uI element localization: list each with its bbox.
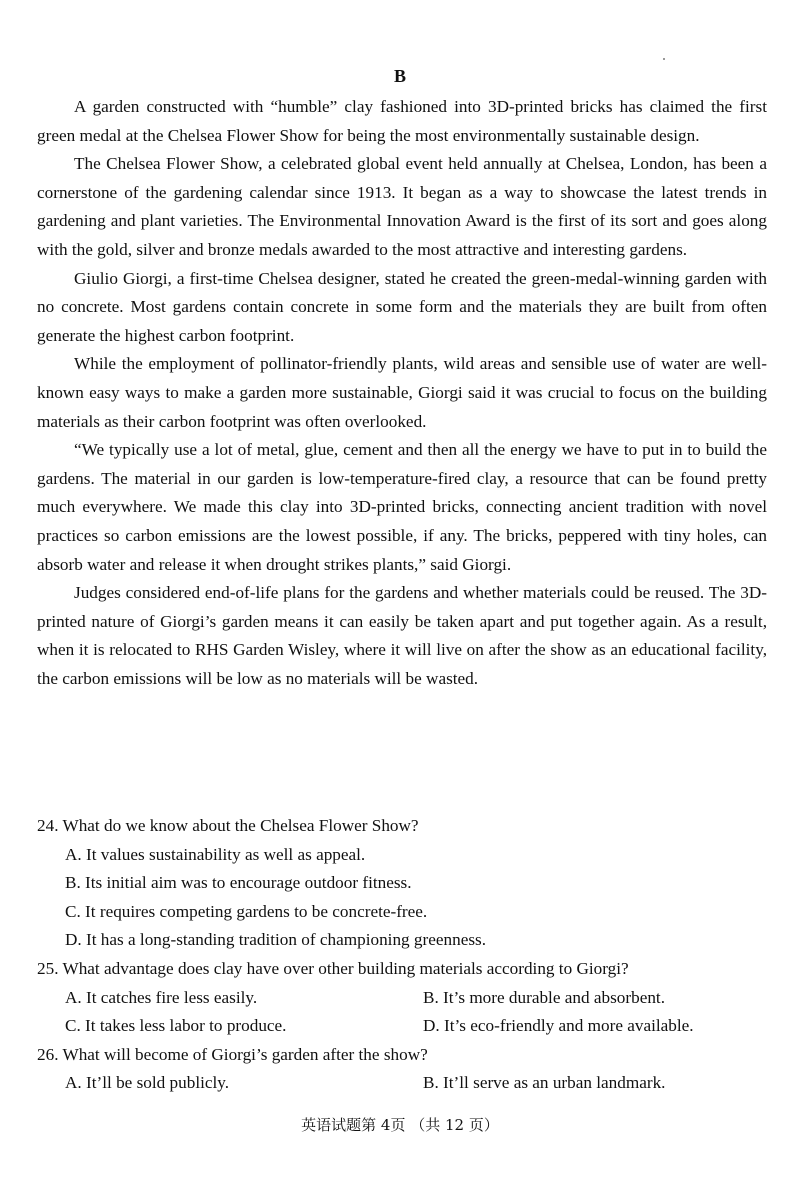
passage-paragraph: “We typically use a lot of metal, glue, cement and then all the energy we have to put in to build the gardens. The material in our garden is low-temperature-fired clay, a resource that can be found pretty much everywhere. We made this clay into 3D-printed bricks, connecting ancient tradition with novel practices so carbon emissions are the lowest possible, if any. The bricks, peppered with tiny holes, can absorb water and release it when drought strikes plants,” said Giorgi. xyxy=(37,440,767,574)
option-d: D. It’s eco-friendly and more available. xyxy=(423,1016,694,1036)
question-stem: 26. What will become of Giorgi’s garden after the show? xyxy=(37,1044,428,1064)
question-stem: 24. What do we know about the Chelsea Flower Show? xyxy=(37,816,419,835)
question-24 xyxy=(37,812,767,955)
passage-paragraph: Judges considered end-of-life plans for the gardens and whether materials could be reused. The 3D-printed nature of Giorgi’s garden means it can easily be taken apart and put together again. As a result, when it is relocated to RHS Garden Wisley, where it will live on after the show as an educational facility, the carbon emissions will be low as no materials will be wasted. xyxy=(37,583,767,688)
question-stem: 25. What advantage does clay have over other building materials according to Giorgi? xyxy=(37,958,629,978)
option-row xyxy=(37,1012,767,1041)
option-c: C. It requires competing gardens to be concrete-free. xyxy=(65,901,428,921)
option-d: D. It has a long-standing tradition of championing greenness. xyxy=(65,930,487,950)
option-a: A. It catches fire less easily. xyxy=(65,987,258,1007)
page-footer: 英语试题第 4页 （共 12 页） xyxy=(301,1116,499,1134)
reading-passage xyxy=(37,93,767,693)
option-c: C. It takes less labor to produce. xyxy=(65,1016,287,1036)
passage-paragraph: Giulio Giorgi, a first-time Chelsea designer, stated he created the green-medal-winning garden with no concrete. Most gardens contain concrete in some form and the materials they are built from often generate the highest carbon footprint. xyxy=(37,268,767,345)
passage-paragraph: While the employment of pollinator-friendly plants, wild areas and sensible use of water are well-known easy ways to make a garden more sustainable, Giorgi said it was crucial to focus on the building materials as their carbon footprint was often overlooked. xyxy=(37,354,767,431)
passage-paragraph: A garden constructed with “humble” clay fashioned into 3D-printed bricks has claimed the first green medal at the Chelsea Flower Show for being the most environmentally sustainable design. xyxy=(37,97,767,145)
option-b: B. Its initial aim was to encourage outdoor fitness. xyxy=(65,873,412,893)
option-a: A. It’ll be sold publicly. xyxy=(65,1073,230,1093)
scan-speck xyxy=(663,58,665,60)
question-25 xyxy=(37,955,767,1041)
option-a: A. It values sustainability as well as appeal. xyxy=(65,844,366,864)
option-b: B. It’ll serve as an urban landmark. xyxy=(423,1073,666,1093)
section-title: B xyxy=(393,66,406,86)
option-row xyxy=(37,984,767,1013)
question-list xyxy=(37,812,767,1098)
option-row xyxy=(37,1069,767,1098)
passage-paragraph: The Chelsea Flower Show, a celebrated global event held annually at Chelsea, London, has been a cornerstone of the gardening calendar since 1913. It began as a way to showcase the latest trends in gardening and plant varieties. The Environmental Innovation Award is the first of its sort and goes along with the gold, silver and bronze medals awarded to the most attractive and interesting gardens. xyxy=(37,154,767,259)
option-b: B. It’s more durable and absorbent. xyxy=(423,987,665,1007)
question-26 xyxy=(37,1041,767,1098)
